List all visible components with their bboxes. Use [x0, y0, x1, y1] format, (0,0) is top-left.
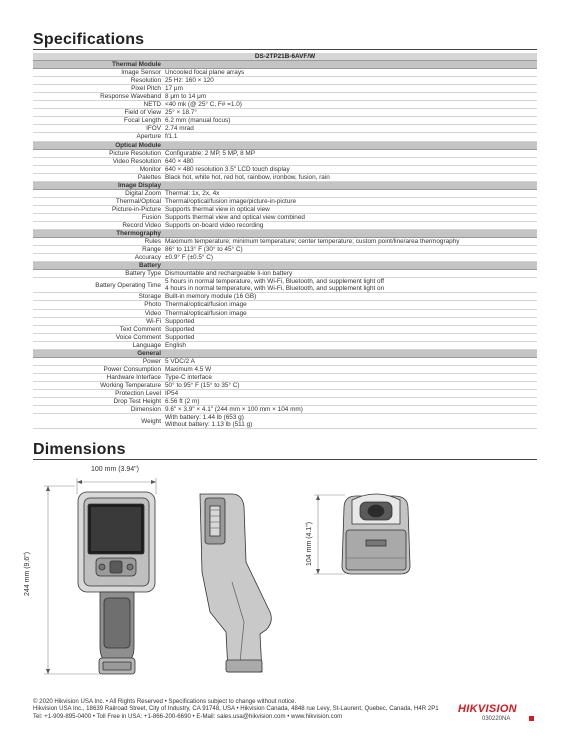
spec-label: Picture-in-Picture	[33, 205, 163, 213]
spec-label: Wi-Fi	[33, 317, 163, 325]
spec-row	[33, 101, 537, 109]
brand-logo: HIKVISION	[458, 703, 517, 715]
spec-label: Picture Resolution	[33, 149, 163, 157]
spec-label: Working Temperature	[33, 381, 163, 389]
section-title: Battery	[33, 262, 163, 270]
width-dimension-label: 100 mm (3.94")	[91, 466, 140, 473]
spec-label: Voice Comment	[33, 333, 163, 341]
dimensions-heading: Dimensions	[33, 441, 126, 458]
spec-row	[33, 270, 537, 278]
dimensions-drawing	[0, 462, 570, 690]
section-header-row	[33, 230, 537, 238]
spec-label: IFOV	[33, 125, 163, 133]
spec-row	[33, 173, 537, 181]
section-title: Thermography	[33, 230, 163, 238]
section-title: Thermal Module	[33, 61, 163, 69]
spec-row	[33, 109, 537, 117]
spec-value: 17 μm	[163, 85, 537, 93]
section-header-row	[33, 262, 537, 270]
spec-value: 2.74 mrad	[163, 125, 537, 133]
spec-value: Dismountable and rechargeable li-ion battery	[163, 270, 537, 278]
spec-value: With battery: 1.44 lb (653 g) Without battery: 1.13 lb (511 g)	[163, 414, 537, 429]
spec-row	[33, 133, 537, 141]
spec-value: Supports thermal view and optical view combined	[163, 213, 537, 221]
spec-value: English	[163, 341, 537, 349]
spec-row	[33, 69, 537, 77]
spec-label: Focal Length	[33, 117, 163, 125]
section-header-row	[33, 181, 537, 189]
spec-label: Rules	[33, 238, 163, 246]
brand-square-icon	[529, 716, 534, 721]
spec-row	[33, 414, 537, 429]
document-code: 030220NA	[482, 716, 511, 722]
spec-label: Thermal/Optical	[33, 197, 163, 205]
spec-label: Resolution	[33, 77, 163, 85]
spec-label: Pixel Pitch	[33, 85, 163, 93]
spec-value: Black hot, white hot, red hot, rainbow, ironbow, fusion, rain	[163, 173, 537, 181]
spec-row	[33, 93, 537, 101]
side-view	[200, 494, 271, 672]
section-spacer	[163, 61, 537, 69]
spec-value: 5 VDC/2 A	[163, 357, 537, 365]
section-header-row	[33, 349, 537, 357]
section-spacer	[163, 141, 537, 149]
specifications-rule	[33, 49, 537, 50]
spec-label: Dimension	[33, 406, 163, 414]
section-title: General	[33, 349, 163, 357]
section-spacer	[163, 181, 537, 189]
section-spacer	[163, 349, 537, 357]
spec-value: 25° × 18.7°	[163, 109, 537, 117]
spec-value: 50° to 95° F (15° to 35° C)	[163, 381, 537, 389]
spec-label: Field of View	[33, 109, 163, 117]
dimensions-rule	[33, 459, 537, 460]
footer-contact: Tel: +1-909-895-0400 • Toll Free in USA: +1-866-200-6690 • E-Mail: sales.usa@hikvision.com • www.hikvision.com	[33, 712, 343, 720]
spec-value: Supported	[163, 333, 537, 341]
model-cell: DS-2TP21B-6AVF/W	[33, 53, 537, 61]
spec-value: f/1.1	[163, 133, 537, 141]
section-spacer	[163, 230, 537, 238]
spec-row	[33, 125, 537, 133]
spec-value: Thermal/optical/fusion image/picture-in-picture	[163, 197, 537, 205]
spec-row	[33, 165, 537, 173]
spec-label: Power	[33, 357, 163, 365]
depth-dimension-label: 104 mm (4.1")	[306, 521, 313, 566]
footer-copyright: © 2020 Hikvision USA Inc. • All Rights Reserved • Specifications subject to change without notice.	[33, 698, 297, 705]
spec-value: 9.6" × 3.9" × 4.1" (244 mm × 100 mm × 104 mm)	[163, 406, 537, 414]
spec-value: Thermal: 1x, 2x, 4x	[163, 189, 537, 197]
section-spacer	[163, 262, 537, 270]
spec-label: Record Video	[33, 221, 163, 229]
spec-row	[33, 149, 537, 157]
spec-label: Aperture	[33, 133, 163, 141]
spec-label: Video Resolution	[33, 157, 163, 165]
spec-value: 86° to 113° F (30° to 45° C)	[163, 246, 537, 254]
spec-row	[33, 341, 537, 349]
top-view	[342, 494, 410, 574]
spec-label: Power Consumption	[33, 365, 163, 373]
spec-row	[33, 278, 537, 293]
spec-row	[33, 398, 537, 406]
spec-label: Hardware Interface	[33, 373, 163, 381]
spec-value: Maximum temperature; minimum temperature; center temperature; custom point/line/area thermography	[163, 238, 537, 246]
spec-row	[33, 309, 537, 317]
spec-value: Supports on-board video recording	[163, 221, 537, 229]
spec-label: Battery Type	[33, 270, 163, 278]
spec-value: Thermal/optical/fusion image	[163, 301, 537, 309]
spec-label: Response Waveband	[33, 93, 163, 101]
spec-value: Built-in memory module (16 GB)	[163, 293, 537, 301]
spec-row	[33, 205, 537, 213]
spec-value: 6.2 mm (manual focus)	[163, 117, 537, 125]
spec-value: IP54	[163, 389, 537, 397]
spec-row	[33, 157, 537, 165]
spec-value: <40 mk (@ 25° C, F# =1.0)	[163, 101, 537, 109]
section-title: Image Display	[33, 181, 163, 189]
spec-label: Palettes	[33, 173, 163, 181]
spec-value: 5 hours in normal temperature, with Wi-Fi, Bluetooth, and supplement light off 4 hours in normal temperature, with Wi-Fi, Bluetooth, and supplement light on	[163, 278, 537, 293]
footer-address: Hikvision USA Inc., 18639 Railroad Street, City of Industry, CA 91748, USA • Hikvision Canada, 4848 rue Levy, St-Laurent, Quebec, Canada, H4R 2P1	[33, 705, 439, 713]
spec-label: Photo	[33, 301, 163, 309]
spec-value: Uncooled focal plane arrays	[163, 69, 537, 77]
spec-value: Supported	[163, 317, 537, 325]
spec-value: Maximum 4.5 W	[163, 365, 537, 373]
spec-label: Monitor	[33, 165, 163, 173]
spec-label: Video	[33, 309, 163, 317]
spec-row	[33, 325, 537, 333]
spec-label: Accuracy	[33, 254, 163, 262]
front-view	[78, 492, 155, 674]
spec-value: Type-C interface	[163, 373, 537, 381]
section-title: Optical Module	[33, 141, 163, 149]
spec-value: 8 μm to 14 μm	[163, 93, 537, 101]
spec-row	[33, 357, 537, 365]
spec-row	[33, 373, 537, 381]
spec-row	[33, 238, 537, 246]
specifications-table	[33, 53, 537, 429]
spec-row	[33, 389, 537, 397]
spec-row	[33, 85, 537, 93]
spec-value: Supported	[163, 325, 537, 333]
specifications-heading: Specifications	[33, 31, 145, 48]
spec-value: 6.56 ft (2 m)	[163, 398, 537, 406]
spec-label: Range	[33, 246, 163, 254]
spec-row	[33, 301, 537, 309]
spec-row	[33, 317, 537, 325]
spec-value: 640 × 480 resolution 3.5" LCD touch display	[163, 165, 537, 173]
spec-label: Digital Zoom	[33, 189, 163, 197]
footer-text	[33, 698, 439, 720]
spec-label: Drop Test Height	[33, 398, 163, 406]
model-row	[33, 53, 537, 61]
spec-row	[33, 213, 537, 221]
spec-label: Protection Level	[33, 389, 163, 397]
spec-label: Weight	[33, 414, 163, 429]
spec-row	[33, 117, 537, 125]
spec-value: Supports thermal view in optical view	[163, 205, 537, 213]
height-dimension-label: 244 mm (9.6")	[24, 551, 31, 596]
spec-value: Configurable: 2 MP, 5 MP, 8 MP	[163, 149, 537, 157]
spec-row	[33, 221, 537, 229]
spec-row	[33, 293, 537, 301]
spec-row	[33, 77, 537, 85]
spec-label: Storage	[33, 293, 163, 301]
spec-label: NETD	[33, 101, 163, 109]
spec-row	[33, 197, 537, 205]
spec-row	[33, 365, 537, 373]
spec-label: Image Sensor	[33, 69, 163, 77]
section-header-row	[33, 61, 537, 69]
spec-value: 640 × 480	[163, 157, 537, 165]
spec-row	[33, 189, 537, 197]
spec-row	[33, 246, 537, 254]
spec-value: 25 Hz: 160 × 120	[163, 77, 537, 85]
section-header-row	[33, 141, 537, 149]
spec-value: Thermal/optical/fusion image	[163, 309, 537, 317]
spec-label: Text Comment	[33, 325, 163, 333]
spec-label: Battery Operating Time	[33, 278, 163, 293]
spec-value: ±0.9° F (±0.5° C)	[163, 254, 537, 262]
spec-row	[33, 381, 537, 389]
spec-row	[33, 333, 537, 341]
spec-row	[33, 254, 537, 262]
spec-label: Language	[33, 341, 163, 349]
spec-label: Fusion	[33, 213, 163, 221]
spec-row	[33, 406, 537, 414]
